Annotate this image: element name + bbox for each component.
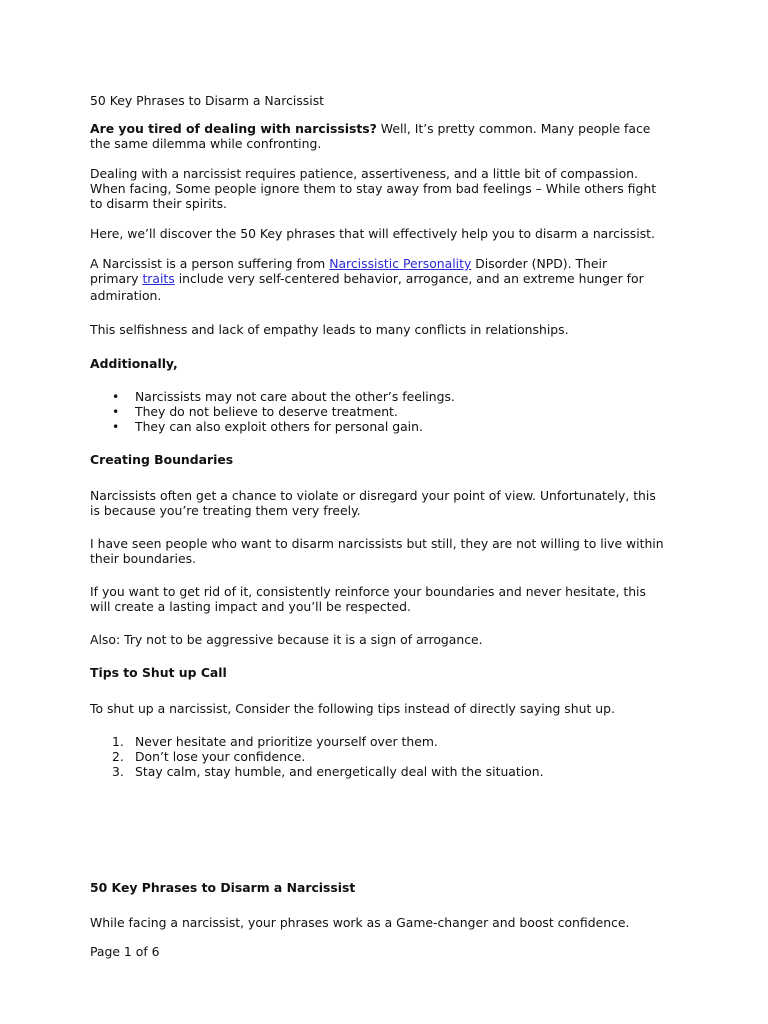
npd-text-a: A Narcissist is a person suffering from [90, 256, 330, 271]
violate-line-1: Narcissists often get a chance to violate or disregard your point of view. Unfortunately, this [90, 488, 656, 503]
page-indicator: Page 1 of 6 [90, 944, 160, 959]
discover-paragraph: Here, we’ll discover the 50 Key phrases that will effectively help you to disarm a narcissist. [90, 226, 655, 241]
npd-text-c: primary [90, 271, 143, 286]
heading-tips: Tips to Shut up Call [90, 665, 227, 680]
list-item-text: They can also exploit others for personal gain. [135, 419, 423, 434]
list-number: 3. [112, 764, 124, 779]
npd-paragraph [90, 256, 680, 303]
rid-line-2: will create a lasting impact and you’ll be respected. [90, 599, 411, 614]
rid-paragraph [90, 584, 680, 614]
intro-line-2: the same dilemma while confronting. [90, 136, 322, 151]
list-number: 1. [112, 734, 124, 749]
heading-additionally: Additionally, [90, 356, 178, 371]
dealing-paragraph [90, 166, 680, 211]
intro-bold-question: Are you tired of dealing with narcissists? [90, 121, 377, 136]
rid-line-1: If you want to get rid of it, consistently reinforce your boundaries and never hesitate, this [90, 584, 646, 599]
intro-line-1 [90, 121, 680, 136]
dealing-line-1: Dealing with a narcissist requires patience, assertiveness, and a little bit of compassion. [90, 166, 638, 181]
heading-key-phrases: 50 Key Phrases to Disarm a Narcissist [90, 880, 356, 895]
traits-link[interactable]: traits [142, 271, 175, 286]
narcissistic-personality-link[interactable]: Narcissistic Personality [329, 256, 472, 271]
seen-line-1: I have seen people who want to disarm narcissists but still, they are not willing to live within [90, 536, 664, 551]
seen-line-2: their boundaries. [90, 551, 196, 566]
document-title: 50 Key Phrases to Disarm a Narcissist [90, 93, 325, 108]
list-item [90, 404, 680, 419]
shutup-paragraph: To shut up a narcissist, Consider the following tips instead of directly saying shut up. [90, 701, 615, 716]
list-item-text: They do not believe to deserve treatment. [135, 404, 398, 419]
npd-line-3: admiration. [90, 288, 162, 303]
intro-paragraph [90, 121, 680, 151]
list-item [90, 749, 680, 764]
list-number: 2. [112, 749, 124, 764]
intro-rest: Well, It’s pretty common. Many people face [376, 121, 651, 136]
list-item-text: Stay calm, stay humble, and energetically deal with the situation. [135, 764, 544, 779]
selfish-paragraph: This selfishness and lack of empathy leads to many conflicts in relationships. [90, 322, 569, 337]
violate-paragraph [90, 488, 680, 518]
bullet-marker: • [112, 419, 120, 434]
npd-text-d: include very self-centered behavior, arrogance, and an extreme hunger for [174, 271, 644, 286]
dealing-line-3: to disarm their spirits. [90, 196, 227, 211]
tips-list [90, 734, 680, 779]
list-item [90, 389, 680, 404]
gamechanger-paragraph: While facing a narcissist, your phrases work as a Game-changer and boost confidence. [90, 915, 630, 930]
list-item [90, 764, 680, 779]
list-item-text: Don’t lose your confidence. [135, 749, 306, 764]
bullet-marker: • [112, 389, 120, 404]
narcissist-traits-list [90, 389, 680, 434]
list-item [90, 419, 680, 434]
violate-line-2: is because you’re treating them very freely. [90, 503, 361, 518]
seen-paragraph [90, 536, 680, 566]
list-item [90, 734, 680, 749]
npd-line-2 [90, 271, 680, 286]
npd-text-b: Disorder (NPD). Their [471, 256, 608, 271]
bullet-marker: • [112, 404, 120, 419]
heading-creating-boundaries: Creating Boundaries [90, 452, 234, 467]
list-item-text: Never hesitate and prioritize yourself over them. [135, 734, 438, 749]
npd-line-1 [90, 256, 680, 271]
list-item-text: Narcissists may not care about the other’s feelings. [135, 389, 455, 404]
dealing-line-2: When facing, Some people ignore them to stay away from bad feelings – While others fight [90, 181, 657, 196]
also-paragraph: Also: Try not to be aggressive because it is a sign of arrogance. [90, 632, 483, 647]
